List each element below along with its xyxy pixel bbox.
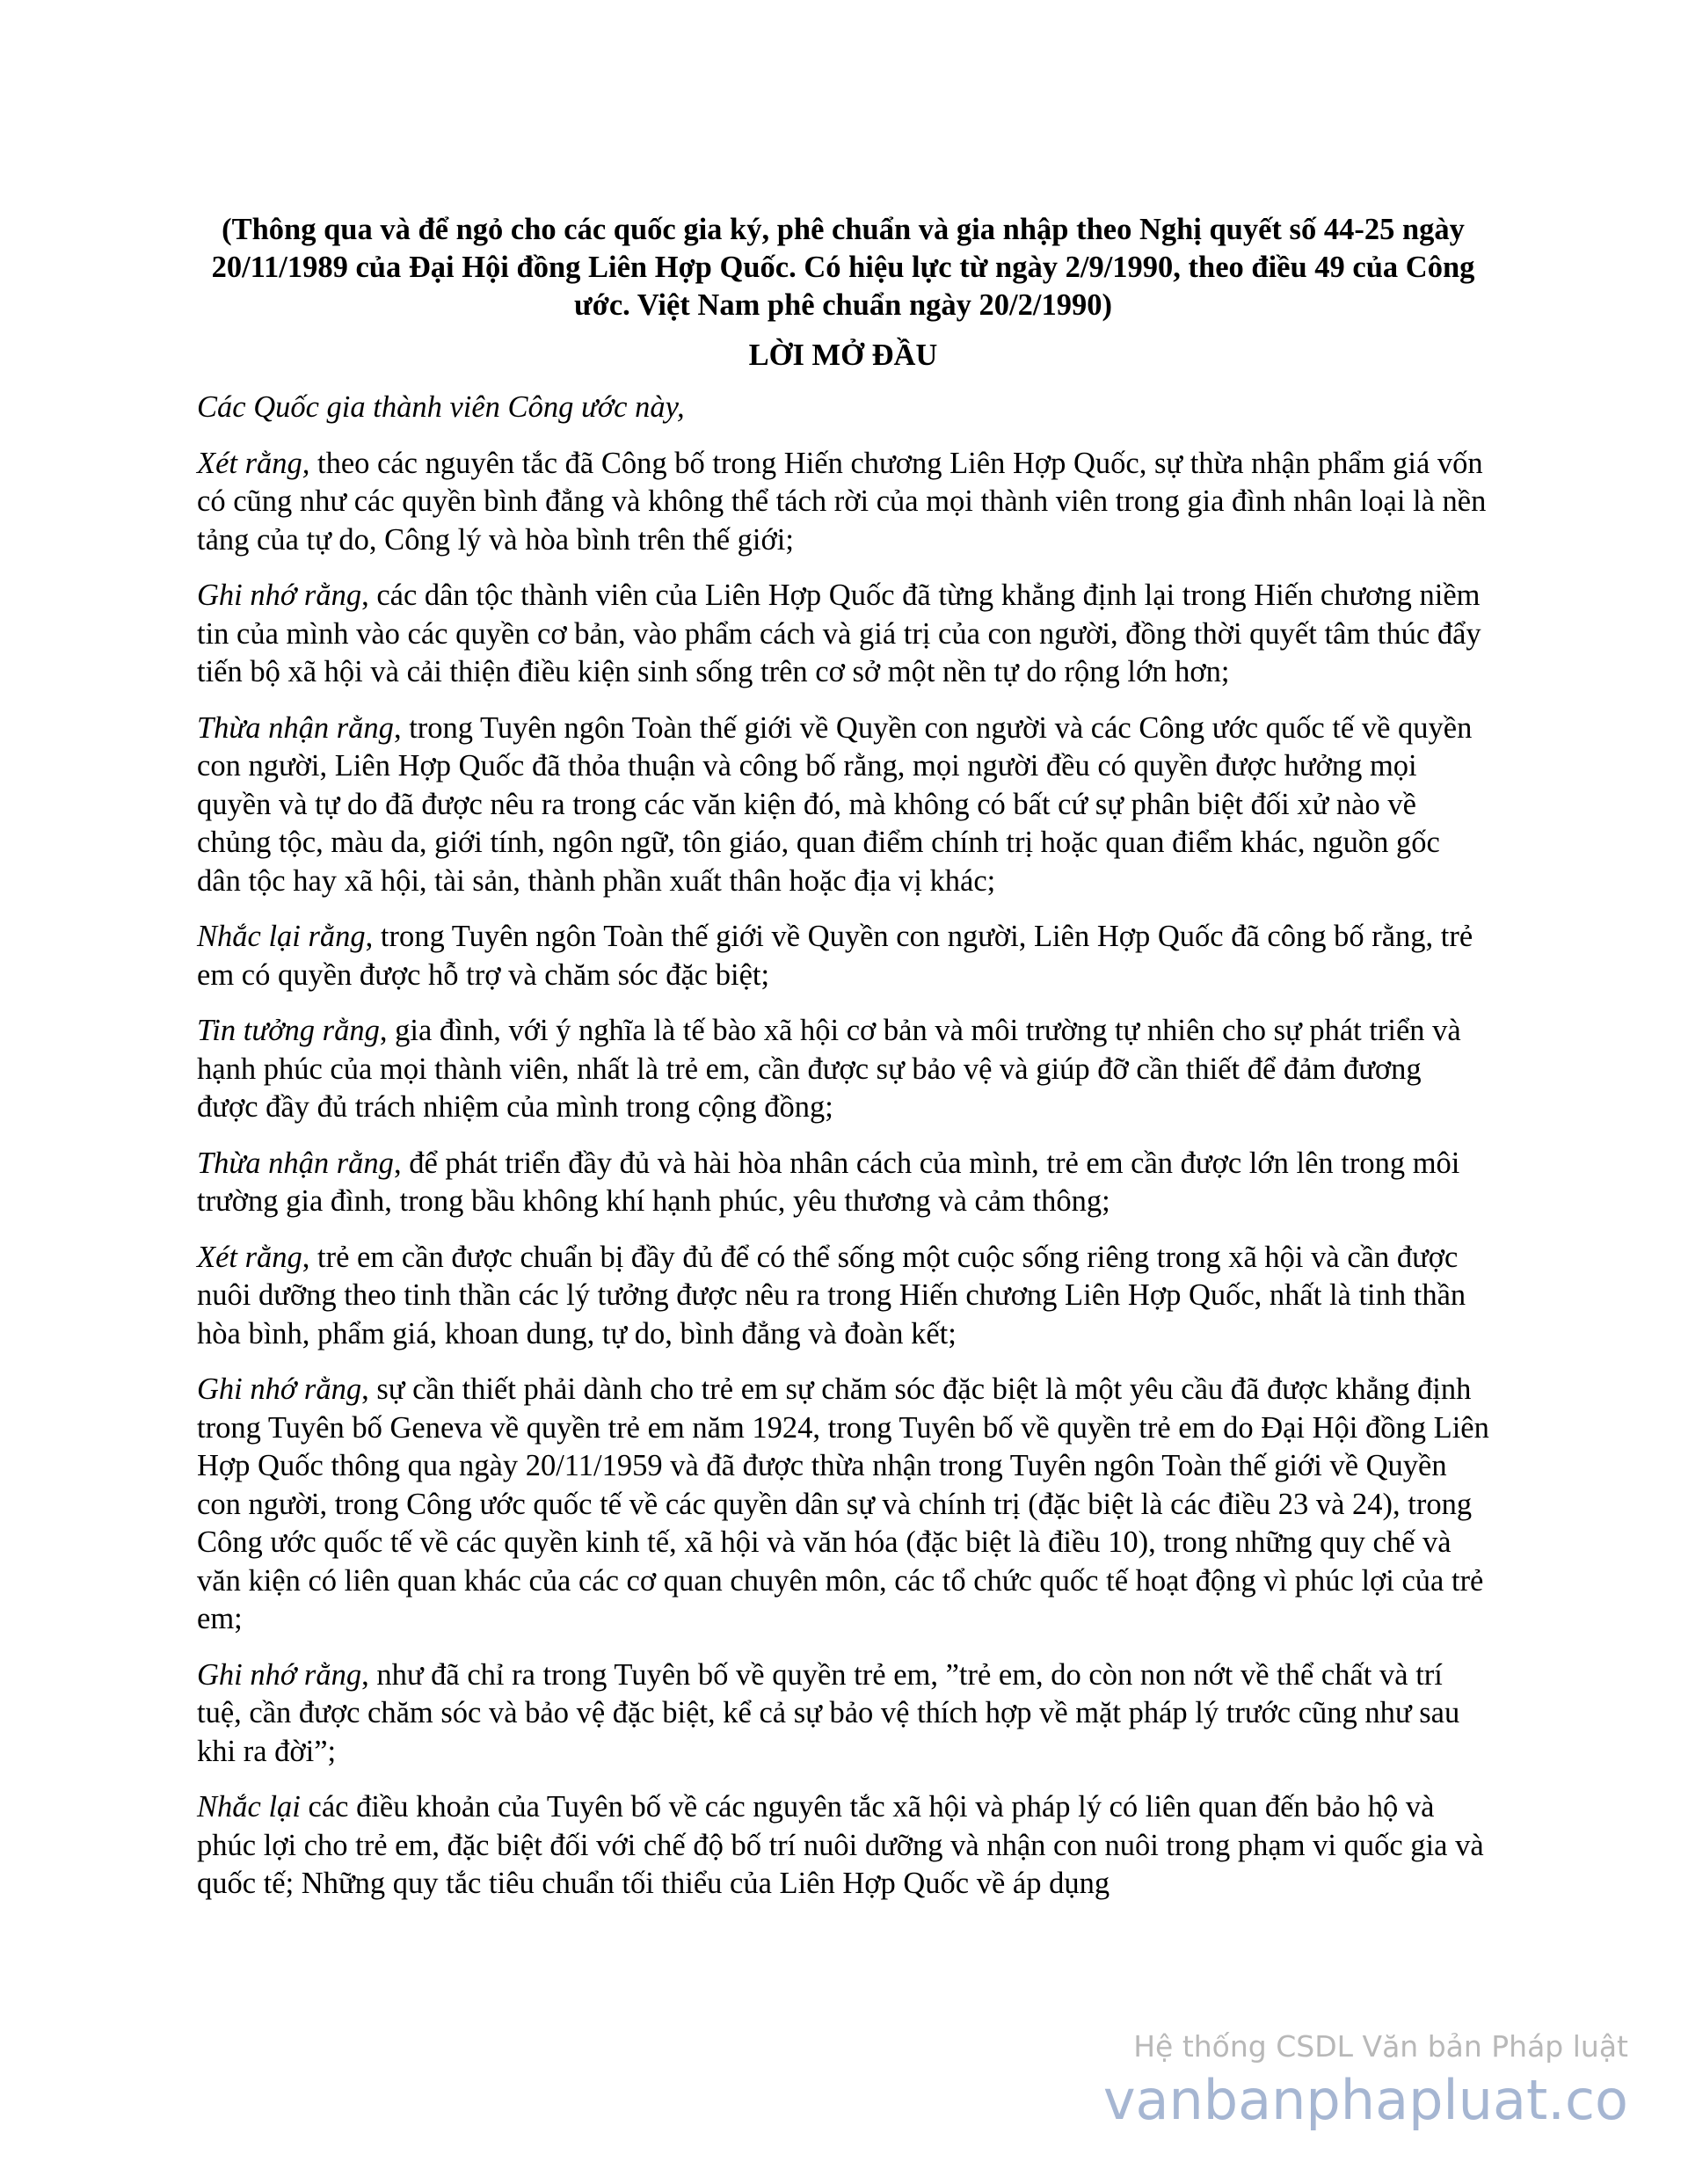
paragraph-text: , để phát triển đầy đủ và hài hòa nhân cách của mình, trẻ em cần được lớn lên trong môi trường gia đình, trong bầu không khí hạnh phúc, yêu thương và cảm thông; <box>197 1146 1460 1218</box>
paragraph-text: , gia đình, với ý nghĩa là tế bào xã hội cơ bản và môi trường tự nhiên cho sự phát triển và hạnh phúc của mọi thành viên, nhất là trẻ em, cần được sự bảo vệ và giúp đỡ cần thiết để đảm đương được đầy đủ trách nhiệm của mình trong cộng đồng; <box>197 1014 1461 1124</box>
paragraph-lead: Nhắc lại <box>197 1790 301 1824</box>
paragraph-lead: Xét rằng, <box>197 446 310 480</box>
opening-line <box>197 389 1489 427</box>
document-title: LỜI MỞ ĐẦU <box>748 339 938 372</box>
paragraph <box>197 1656 1489 1772</box>
paragraph-text: , trẻ em cần được chuẩn bị đầy đủ để có thể sống một cuộc sống riêng trong xã hội và cần được nuôi dưỡng theo tinh thần các lý tưởng được nêu ra trong Hiến chương Liên Hợp Quốc, nhất là tinh thần hòa bình, phẩm giá, khoan dung, tự do, bình đẳng và đoàn kết; <box>197 1240 1466 1350</box>
paragraph-lead: Tin tưởng rằng <box>197 1014 380 1047</box>
paragraph-lead: Thừa nhận rằng <box>197 1146 394 1180</box>
paragraph <box>197 1012 1489 1127</box>
paragraph <box>197 445 1489 560</box>
paragraph-lead: Ghi nhớ rằng <box>197 1657 362 1692</box>
paragraph-text: theo các nguyên tắc đã Công bố trong Hiến chương Liên Hợp Quốc, sự thừa nhận phẩm giá vốn có cũng như các quyền bình đẳng và không thể tách rời của mọi thành viên trong gia đình nhân loại là nền tảng của tự do, Công lý và hòa bình trên thế giới; <box>197 446 1487 557</box>
paragraph-text: , các dân tộc thành viên của Liên Hợp Quốc đã từng khẳng định lại trong Hiến chương niềm tin của mình vào các quyền cơ bản, vào phẩm cách và giá trị của con người, đồng thời quyết tâm thúc đẩy tiến bộ xã hội và cải thiện điều kiện sinh sống trên cơ sở một nền tự do rộng lớn hơn; <box>197 579 1481 688</box>
paragraph-text: , trong Tuyên ngôn Toàn thế giới về Quyền con người, Liên Hợp Quốc đã công bố rằng, trẻ em có quyền được hỗ trợ và chăm sóc đặc biệt; <box>197 920 1473 992</box>
document-heading: (Thông qua và để ngỏ cho các quốc gia ký, phê chuẩn và gia nhập theo Nghị quyết số 44-25 ngày 20/11/1989 của Đại Hội đồng Liên Hợp Quốc. Có hiệu lực từ ngày 2/9/1990, theo điều 49 của Công ước. Việt Nam phê chuẩn ngày 20/2/1990) <box>211 213 1475 322</box>
paragraph-lead: Ghi nhớ rằng <box>197 579 362 612</box>
paragraph-lead: Thừa nhận rằng <box>197 710 394 745</box>
paragraph <box>197 1788 1489 1904</box>
paragraph <box>197 1145 1489 1221</box>
paragraph <box>197 1239 1489 1354</box>
watermark-caption: Hệ thống CSDL Văn bản Pháp luật <box>1133 2029 1628 2064</box>
paragraph-lead: Ghi nhớ rằng <box>197 1372 362 1406</box>
paragraph <box>197 577 1489 692</box>
paragraph-lead: Xét rằng <box>197 1240 302 1274</box>
watermark-site: vanbanphapluat.co <box>1102 2068 1628 2132</box>
paragraph <box>197 710 1489 901</box>
paragraph-text: , trong Tuyên ngôn Toàn thế giới về Quyền con người và các Công ước quốc tế về quyền con người, Liên Hợp Quốc đã thỏa thuận và công bố rằng, mọi người đều có quyền được hưởng mọi quyền và tự do đã được nêu ra trong các văn kiện đó, mà không có bất cứ sự phân biệt đối xử nào về chủng tộc, màu da, giới tính, ngôn ngữ, tôn giáo, quan điểm chính trị hoặc quan điểm khác, nguồn gốc dân tộc hay xã hội, tài sản, thành phần xuất thân hoặc địa vị khác; <box>197 710 1473 898</box>
paragraph-text: , sự cần thiết phải dành cho trẻ em sự chăm sóc đặc biệt là một yêu cầu đã được khẳng định trong Tuyên bố Geneva về quyền trẻ em năm 1924, trong Tuyên bố về quyền trẻ em do Đại Hội đồng Liên Hợp Quốc thông qua ngày 20/11/1959 và đã được thừa nhận trong Tuyên ngôn Toàn thế giới về Quyền con người, trong Công ước quốc tế về các quyền dân sự và chính trị (đặc biệt là các điều 23 và 24), trong Công ước quốc tế về các quyền kinh tế, xã hội và văn hóa (đặc biệt là điều 10), trong những quy chế và văn kiện có liên quan khác của các cơ quan chuyên môn, các tổ chức quốc tế hoạt động vì phúc lợi của trẻ em; <box>197 1372 1489 1635</box>
paragraph <box>197 918 1489 994</box>
opening-text: Các Quốc gia thành viên Công ước này, <box>197 390 685 424</box>
paragraph-text: các điều khoản của Tuyên bố về các nguyên tắc xã hội và pháp lý có liên quan đến bảo hộ và phúc lợi cho trẻ em, đặc biệt đối với chế độ bố trí nuôi dưỡng và nhận con nuôi trong phạm vi quốc gia và quốc tế; Những quy tắc tiêu chuẩn tối thiểu của Liên Hợp Quốc về áp dụng <box>197 1790 1484 1900</box>
paragraph-lead: Nhắc lại rằng <box>197 920 366 953</box>
paragraph-text: , như đã chỉ ra trong Tuyên bố về quyền trẻ em, ”trẻ em, do còn non nớt về thể chất và trí tuệ, cần được chăm sóc và bảo vệ đặc biệt, kể cả sự bảo vệ thích hợp về mặt pháp lý trước cũng như sau khi ra đời”; <box>197 1657 1460 1768</box>
paragraph <box>197 1371 1489 1639</box>
document-page <box>197 211 1489 1904</box>
